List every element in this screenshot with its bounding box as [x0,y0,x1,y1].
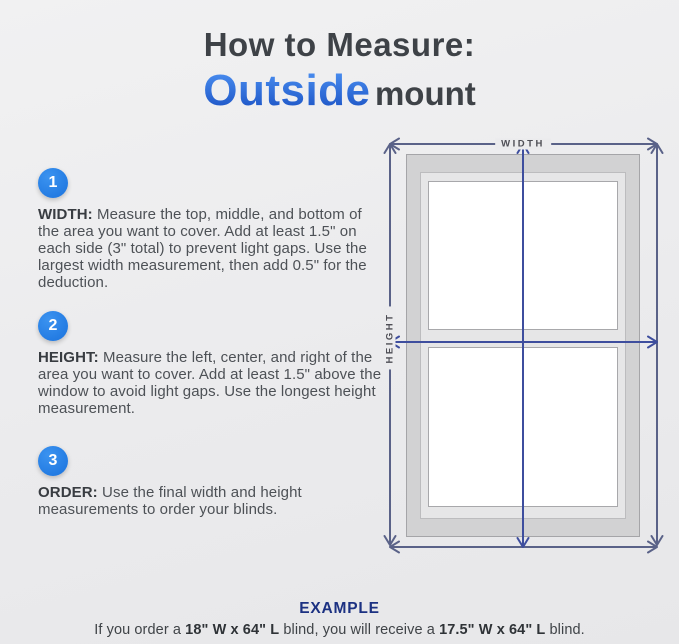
step-1-number-badge [38,168,68,198]
width-measure-label: WIDTH [495,139,551,150]
title-highlight-outside: Outside [203,66,371,115]
step-1-body: Measure the top, middle, and bottom of the area you want to cover. Add at least 1.5" on each side (3" total) to prevent light gaps. Use the largest width measurement, then add 0.5" for the deduction. [38,206,367,291]
page-title-line2 [0,66,679,116]
step-3-number-badge [38,446,68,476]
page-title-line1: How to Measure: [203,26,476,63]
step-2 [38,311,383,417]
step-2-number-badge [38,311,68,341]
example-prefix: If you order a [94,622,186,638]
step-3 [38,446,383,518]
step-2-body: Measure the left, center, and right of the area you want to cover. Add at least 1.5" above the window to avoid light gaps. Use the longest height measurement. [38,349,382,417]
measurement-arrows [380,135,672,560]
step-1-lead: WIDTH: [38,206,93,223]
step-1 [38,168,383,291]
height-measure-label: HEIGHT [385,307,396,370]
title-suffix-mount: mount [374,75,476,112]
example-sentence [0,622,679,638]
title-block [0,26,679,116]
step-1-text [38,206,383,291]
step-1-number: 1 [48,174,58,191]
step-3-lead: ORDER: [38,484,98,501]
step-3-body: Use the final width and height measurements to order your blinds. [38,484,302,518]
step-2-lead: HEIGHT: [38,349,99,366]
center-vertical-arrow [518,144,529,547]
window-measure-diagram [380,135,672,560]
example-suffix: blind. [545,622,585,638]
example-received-size: 17.5" W x 64" L [439,622,546,638]
step-3-number: 3 [48,452,58,469]
example-section [0,600,679,638]
example-middle: blind, you will receive a [279,622,440,638]
step-2-text [38,349,383,417]
step-3-text [38,484,383,518]
example-heading: EXAMPLE [299,600,380,617]
example-ordered-size: 18" W x 64" L [185,622,280,638]
step-2-number: 2 [48,317,58,334]
